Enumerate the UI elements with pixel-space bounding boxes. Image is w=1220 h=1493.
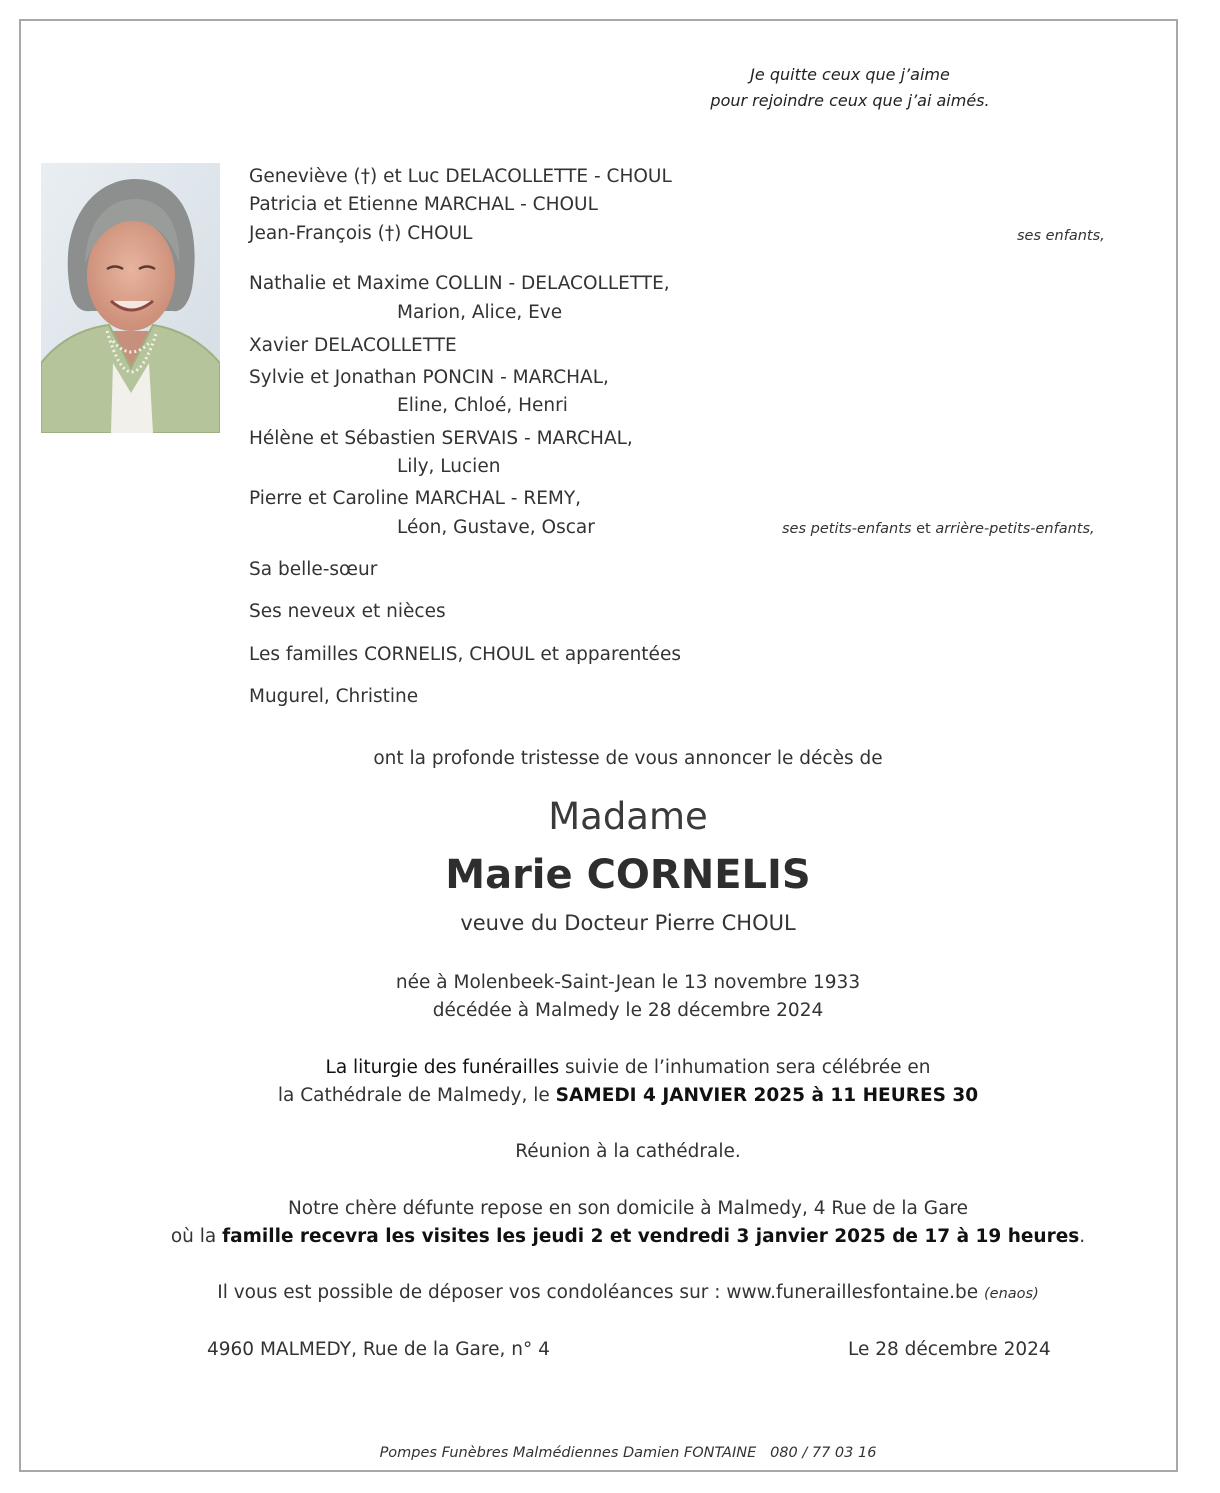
other-relatives: Mugurel, Christine	[249, 686, 419, 707]
notice-date: Le 28 décembre 2024	[848, 1339, 1051, 1360]
other-relatives: Sa belle-sœur	[249, 559, 378, 580]
child-line-3: Jean-François (†) CHOUL	[249, 223, 473, 244]
grandchild-couple: Nathalie et Maxime COLLIN - DELACOLLETTE,	[249, 273, 670, 294]
visits-line-1: Notre chère défunte repose en son domicile à Malmedy, 4 Rue de la Gare	[287, 1198, 969, 1219]
children-label: ses enfants,	[1017, 228, 1105, 244]
birth-info: née à Molenbeek-Saint-Jean le 13 novembre 1933	[395, 972, 861, 993]
grandchild-couple: Sylvie et Jonathan PONCIN - MARCHAL,	[249, 367, 609, 388]
great-grandchildren: Eline, Chloé, Henri	[397, 395, 568, 416]
quote-line-2: pour rejoindre ceux que j’ai aimés.	[710, 91, 990, 110]
ceremony-line-1	[0, 1057, 1220, 1078]
visits-line-2-start: où la	[170, 1226, 223, 1247]
address: 4960 MALMEDY, Rue de la Gare, n° 4	[207, 1339, 550, 1360]
grandchild-couple: Xavier DELACOLLETTE	[249, 335, 457, 356]
grandchildren-label-part1: ses petits-enfants	[782, 521, 912, 537]
grandchild-couple: Hélène et Sébastien SERVAIS - MARCHAL,	[249, 428, 633, 449]
visits-line-2	[0, 1226, 1220, 1247]
ceremony-place: la Cathédrale de Malmedy, le	[277, 1085, 556, 1106]
quote-line-1: Je quitte ceux que j’aime	[750, 65, 950, 84]
portrait-photo	[41, 163, 220, 433]
ceremony-line-2	[0, 1085, 1220, 1106]
funeral-home-footer: Pompes Funèbres Malmédiennes Damien FONTAINE 080 / 77 03 16	[379, 1445, 877, 1461]
deceased-title: Madame	[548, 795, 708, 838]
child-line-2: Patricia et Etienne MARCHAL - CHOUL	[249, 194, 598, 215]
grandchildren-label-and: et	[911, 521, 936, 537]
widow-of: veuve du Docteur Pierre CHOUL	[460, 911, 796, 935]
other-relatives: Les familles CORNELIS, CHOUL et apparentées	[249, 644, 681, 665]
grandchildren-label-part2: arrière-petits-enfants,	[935, 521, 1095, 537]
grandchild-couple: Pierre et Caroline MARCHAL - REMY,	[249, 488, 582, 509]
condolences-tag: (enaos)	[984, 1286, 1039, 1302]
ceremony-line-1-rest: suivie de l’inhumation sera célébrée en	[559, 1057, 931, 1078]
great-grandchildren: Léon, Gustave, Oscar	[397, 517, 595, 538]
announcement: ont la profonde tristesse de vous annoncer le décès de	[373, 748, 883, 769]
liturgy-label: La liturgie des funérailles	[325, 1057, 560, 1078]
deceased-name: Marie CORNELIS	[445, 852, 811, 898]
child-line-1: Geneviève (†) et Luc DELACOLLETTE - CHOUL	[249, 166, 672, 187]
death-info: décédée à Malmedy le 28 décembre 2024	[432, 1000, 824, 1021]
grandchildren-label	[782, 521, 1095, 537]
condolences-text: Il vous est possible de déposer vos condoléances sur : www.funeraillesfontaine.be	[217, 1282, 979, 1303]
condolences	[0, 1282, 1220, 1303]
great-grandchildren: Marion, Alice, Eve	[397, 302, 563, 323]
visits-line-2-end: .	[1079, 1226, 1086, 1247]
reunion: Réunion à la cathédrale.	[515, 1141, 741, 1162]
ceremony-datetime: SAMEDI 4 JANVIER 2025 à 11 HEURES 30	[555, 1085, 979, 1106]
great-grandchildren: Lily, Lucien	[397, 456, 501, 477]
visits-schedule: famille recevra les visites les jeudi 2 et vendredi 3 janvier 2025 de 17 à 19 heures	[222, 1226, 1080, 1247]
other-relatives: Ses neveux et nièces	[249, 601, 446, 622]
